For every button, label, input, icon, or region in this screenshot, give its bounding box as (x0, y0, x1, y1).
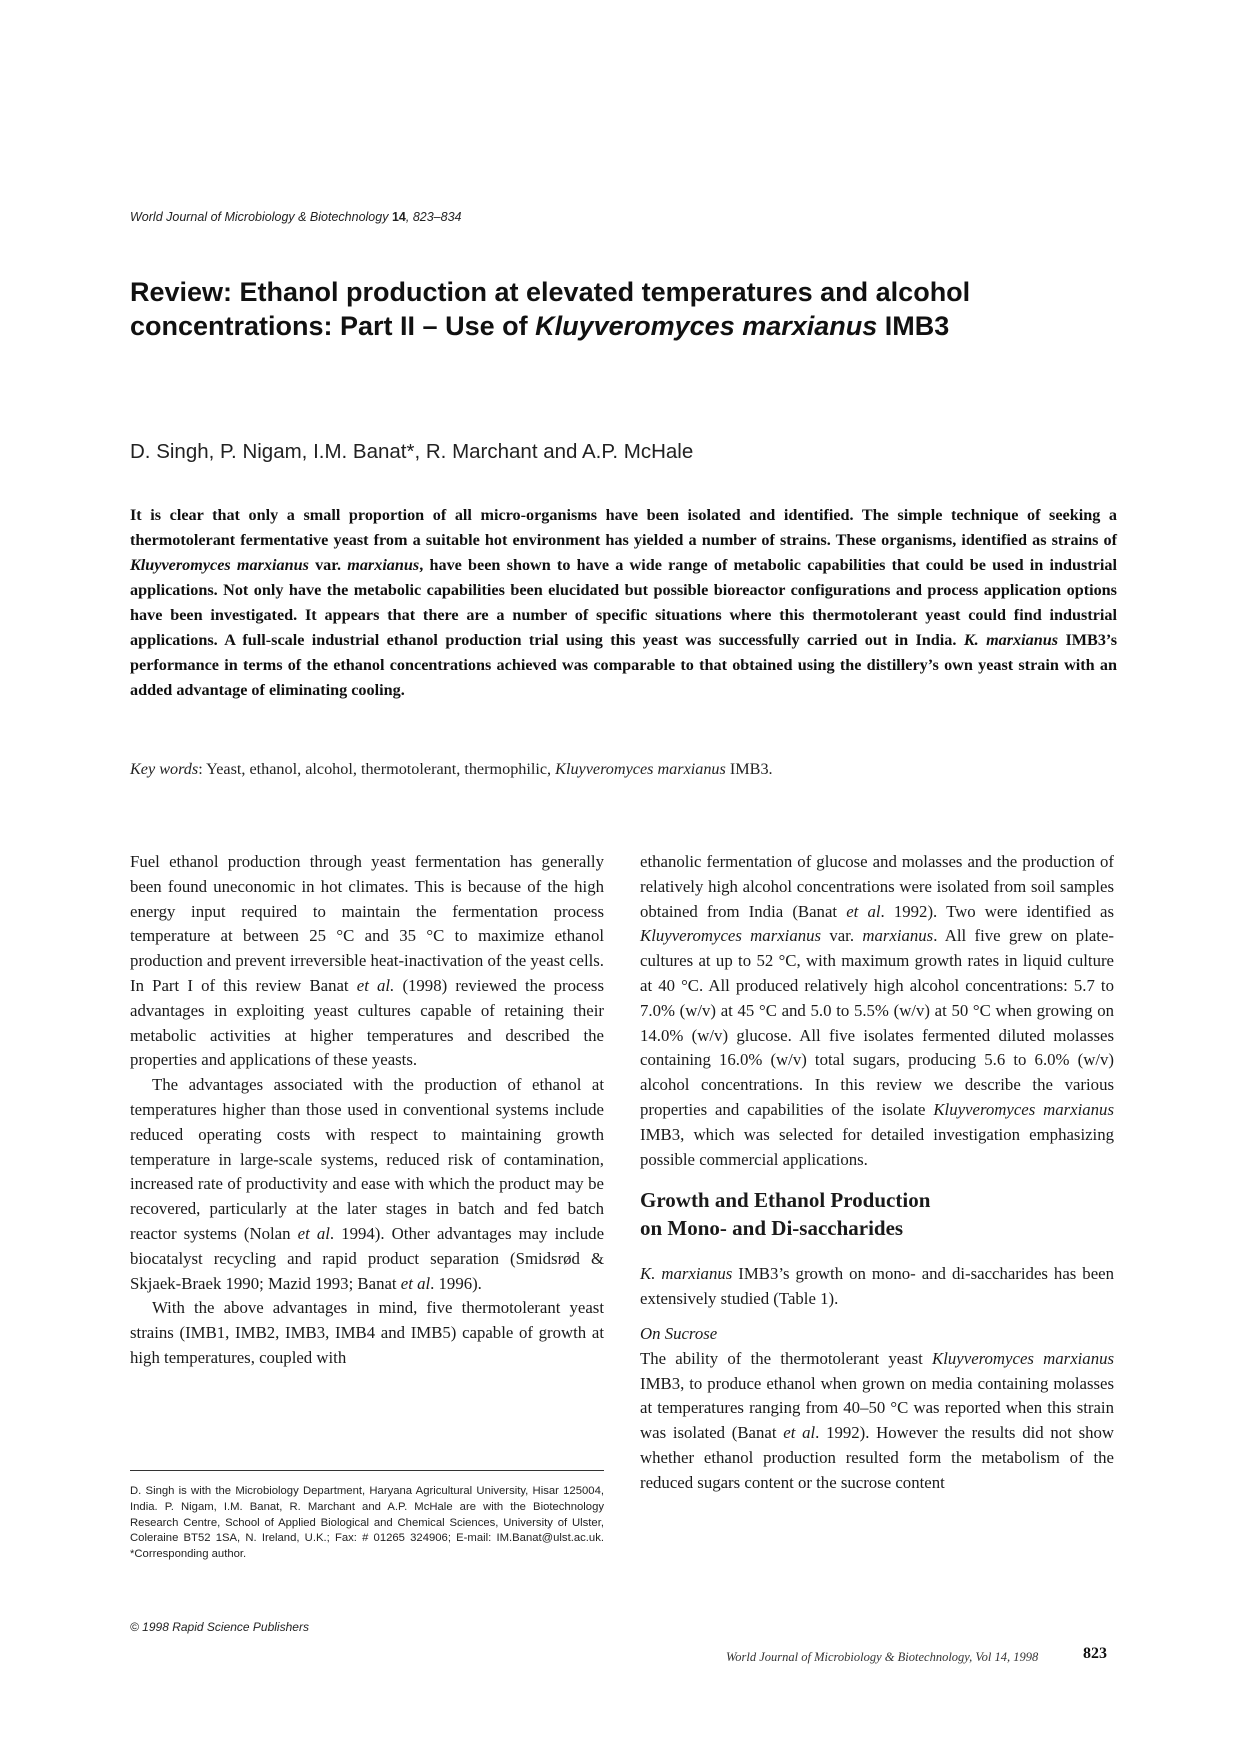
italic-text: K. marxianus (640, 1264, 733, 1284)
left-column (130, 850, 604, 1371)
journal-name: World Journal of Microbiology & Biotechnology (130, 210, 389, 224)
text: . 1992). However the results did not show whether ethanol production resulted form the metabolism of the reduced sugars content or the sucrose content (640, 1423, 1114, 1492)
italic-text: et al (400, 1273, 431, 1293)
paragraph (640, 850, 1114, 1172)
author-affiliation-footnote: D. Singh is with the Microbiology Department, Haryana Agricultural University, Hisar 125004, India. P. Nigam, I.M. Banat, R. Marchant and A.P. McHale are with the Biotechnology Research Centre, School of Applied Biological and Chemical Sciences, University of Ulster, Coleraine BT52 1SA, N. Ireland, U.K.; Fax: # 01265 324906; E-mail: IM.Banat@ulst.ac.uk. *Corresponding author. (130, 1485, 604, 1561)
paragraph (640, 1347, 1114, 1496)
keywords-text: : Yeast, ethanol, alcohol, thermotolerant, thermophilic, (198, 760, 556, 778)
paragraph (130, 850, 604, 1073)
section-heading (640, 1186, 1114, 1242)
subsection-heading: On Sucrose (640, 1323, 718, 1343)
abstract-italic: Kluyveromyces marxianus (130, 556, 309, 574)
paragraph (130, 1073, 604, 1296)
journal-header: World Journal of Microbiology & Biotechnology 14, 823–834 (130, 210, 462, 224)
text: The advantages associated with the production of ethanol at temperatures higher than those used in conventional systems include reduced operating costs with respect to maintaining growth temperature in large-scale systems, reduced risk of contamination, increased rate of productivity and ease with which the product may be recovered, particularly at the later stages in batch and fed batch reactor systems (Nolan (130, 1075, 604, 1243)
text: . 1994). Other advantages may include biocatalyst recycling and rapid product separation (Smidsrød & Skjaek-Braek 1990; Mazid 1993; Banat (130, 1223, 605, 1293)
keywords-label: Key words (130, 760, 199, 778)
paragraph: With the above advantages in mind, five thermotolerant yeast strains (IMB1, IMB2, IMB3, IMB4 and IMB5) capable of growth at high temperatures, coupled with (130, 1298, 604, 1367)
text: IMB3, to produce ethanol when grown on media containing molasses at temperatures ranging from 40–50 °C was reported when this strain was isolated (Banat (640, 1373, 1114, 1443)
footer-journal: World Journal of Microbiology & Biotechnology, Vol 14, 1998 (726, 1650, 1039, 1664)
title-line-1: Review: Ethanol production at elevated temperatures and alcohol (130, 277, 971, 307)
title-line-2-prefix: concentrations: Part II – Use of (130, 311, 536, 341)
italic-text: et al. (356, 975, 395, 995)
italic-text: Kluyveromyces marxianus (640, 926, 822, 946)
abstract-italic: K. marxianus (963, 631, 1059, 649)
abstract-text: IMB3’s performance in terms of the ethanol concentrations achieved was comparable to that obtained using the distillery’s own yeast strain with an added advantage of eliminating cooling. (130, 631, 1118, 699)
abstract-italic: marxianus (347, 556, 420, 574)
text: IMB3’s growth on mono- and di-saccharides has been extensively studied (Table 1). (640, 1264, 1114, 1309)
keywords-suffix: IMB3. (725, 760, 773, 778)
footnote-divider (130, 1470, 604, 1471)
italic-text: et al (846, 901, 881, 921)
section-heading-line-2: on Mono- and Di-saccharides (640, 1216, 904, 1241)
journal-volume: 14 (391, 210, 406, 224)
text: . 1996). (430, 1273, 482, 1293)
text: The ability of the thermotolerant yeast (640, 1348, 933, 1368)
paragraph (640, 1262, 1114, 1312)
text: (1998) reviewed the process advantages in exploiting yeast cultures capable of retaining their metabolic activities at higher temperatures and described the properties and applications of these yeasts. (130, 975, 604, 1070)
italic-text: et al (783, 1423, 816, 1443)
text: . All five grew on plate-cultures at up to 52 °C, with maximum growth rates in liquid culture at 40 °C. All produced relatively high alcohol concentrations: 5.7 to 7.0% (w/v) at 45 °C and 5.0 to 5.5% (w/v) at 50 °C when growing on 14.0% (w/v) glucose. All five isolates fermented diluted molasses containing 16.0% (w/v) total sugars, producing 5.6 to 6.0% (w/v) alcohol concentrations. In this review we describe the various properties and capabilities of the isolate (640, 926, 1115, 1119)
italic-text: Kluyveromyces marxianus (933, 1099, 1114, 1119)
keywords-italic: Kluyveromyces marxianus (555, 760, 726, 778)
text: var. (821, 926, 863, 946)
text: IMB3, which was selected for detailed investigation emphasizing possible commercial applications. (640, 1124, 1114, 1169)
title-line-2-suffix: IMB3 (877, 311, 950, 341)
italic-text: et al (297, 1223, 330, 1243)
title-species: Kluyveromyces marxianus (535, 311, 878, 341)
abstract-text: It is clear that only a small proportion of all micro-organisms have been isolated and identified. The simple technique of seeking a thermotolerant fermentative yeast from a suitable hot environment has yielded a number of strains. These organisms, identified as strains of (130, 506, 1117, 549)
text: . 1992). Two were identified as (880, 901, 1114, 921)
italic-text: marxianus (862, 926, 934, 946)
italic-text: Kluyveromyces marxianus (932, 1348, 1115, 1368)
text: ethanolic fermentation of glucose and molasses and the production of relatively high alcohol concentrations were isolated from soil samples obtained from India (Banat (640, 852, 1114, 921)
right-column (640, 850, 1114, 1496)
abstract-text: var. (308, 556, 348, 574)
journal-pages: 823–834 (412, 210, 462, 224)
article-title (130, 275, 1120, 343)
abstract-text: , have been shown to have a wide range of metabolic capabilities that could be used in industrial applications. Not only have the metabolic capabilities been elucidated but possible bioreactor configurations and process application options have been investigated. It appears that there are a number of specific situations where this thermotolerant yeast could find industrial applications. A full-scale industrial ethanol production trial using this yeast was successfully carried out in India. (130, 556, 1117, 649)
keywords (130, 758, 1117, 780)
page-number: 823 (1083, 1645, 1107, 1662)
copyright: © 1998 Rapid Science Publishers (130, 1620, 309, 1634)
authors: D. Singh, P. Nigam, I.M. Banat*, R. Marchant and A.P. McHale (130, 440, 694, 463)
abstract (130, 503, 1117, 703)
section-heading-line-1: Growth and Ethanol Production (640, 1188, 931, 1213)
text: Fuel ethanol production through yeast fermentation has generally been found uneconomic in hot climates. This is because of the high energy input required to maintain the fermentation process temperature at between 25 °C and 35 °C to maximize ethanol production and prevent irreversible heat-inactivation of the yeast cells. In Part I of this review Banat (130, 852, 604, 995)
